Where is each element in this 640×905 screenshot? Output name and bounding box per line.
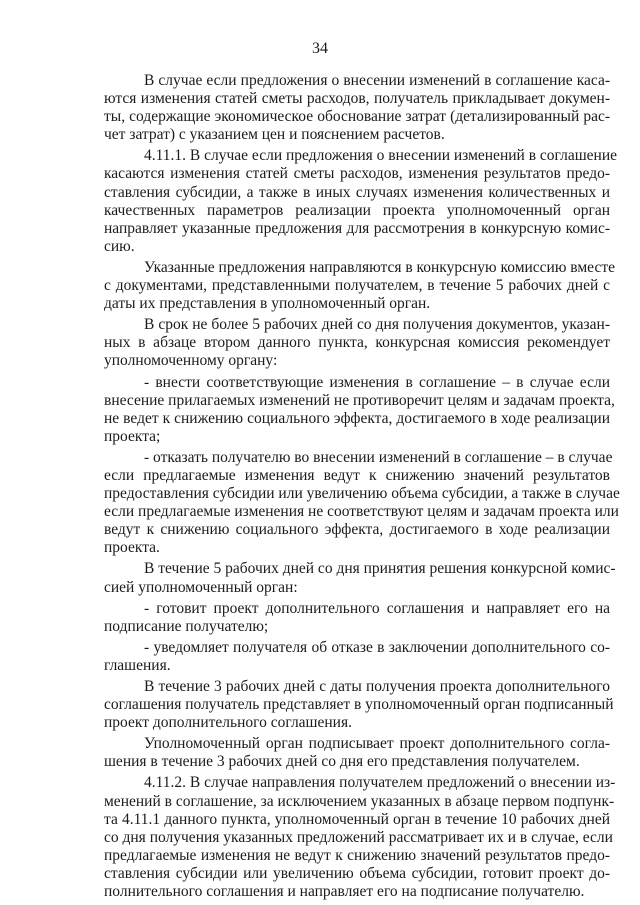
document-body bbox=[104, 72, 620, 904]
paragraph bbox=[104, 147, 617, 256]
text-line: если предлагаемые изменения ведут к снижению значений результатов bbox=[104, 466, 610, 484]
text-line: если предлагаемые изменения не соответствуют целям и задачам проекта или bbox=[104, 503, 619, 521]
text-line: проект дополнительного соглашения. bbox=[104, 714, 352, 732]
paragraph bbox=[104, 600, 610, 636]
text-line: сией уполномоченный орган: bbox=[104, 578, 298, 596]
text-line: не ведет к снижению социального эффекта, достигаемого в ходе реализации bbox=[104, 409, 610, 427]
text-line: ных в абзаце втором данного пункта, конкурсная комиссия рекомендует bbox=[104, 334, 610, 352]
text-line: менений в соглашение, за исключением указанных в абзаце первом подпунк- bbox=[104, 792, 615, 810]
text-line: проекта; bbox=[104, 427, 161, 445]
paragraph bbox=[104, 373, 615, 446]
text-line: Указанные предложения направляются в конкурсную комиссию вместе bbox=[144, 258, 615, 276]
text-line: чет затрат) с указанием цен и пояснением расчетов. bbox=[104, 126, 445, 144]
text-line: шения в течение 3 рабочих дней со дня его представления получателем. bbox=[104, 753, 580, 771]
text-line: та 4.11.1 данного пункта, уполномоченный орган в течение 10 рабочих дней bbox=[104, 810, 610, 828]
text-line: проекта. bbox=[104, 539, 160, 557]
text-line: ставления субсидии, а также в иных случаях изменения количественных и bbox=[104, 183, 610, 201]
text-line: качественных параметров реализации проекта уполномоченный орган bbox=[104, 201, 610, 219]
text-line: подписание получателю; bbox=[104, 617, 269, 635]
paragraph bbox=[104, 774, 616, 901]
text-line: глашения. bbox=[104, 656, 171, 674]
paragraph bbox=[104, 316, 610, 370]
text-line: сию. bbox=[104, 237, 135, 255]
paragraph bbox=[104, 72, 610, 144]
paragraph bbox=[104, 639, 610, 675]
text-line: - готовит проект дополнительного соглашения и направляет его на bbox=[144, 599, 610, 617]
text-line: ются изменения статей сметы расходов, получатель прикладывает докумен- bbox=[104, 90, 610, 108]
text-line: уполномоченному органу: bbox=[104, 352, 278, 370]
text-line: ведут к снижению социального эффекта, достигаемого в ходе реализации bbox=[104, 521, 610, 539]
paragraph bbox=[104, 678, 614, 732]
text-line: Уполномоченный орган подписывает проект дополнительного согла- bbox=[144, 735, 610, 753]
text-line: со дня получения указанных предложений рассматривает их и в случае, если bbox=[104, 828, 613, 846]
text-line: - отказать получателю во внесении изменений в соглашение – в случае bbox=[144, 448, 613, 466]
text-line: полнительного соглашения и направляет его на подписание получателю. bbox=[104, 883, 585, 901]
text-line: с документами, представленными получателем, в течение 5 рабочих дней с bbox=[104, 277, 610, 295]
paragraph bbox=[104, 448, 620, 558]
text-line: ставления субсидии или увеличению объема субсидии, готовит проект до- bbox=[104, 864, 610, 882]
paragraph bbox=[104, 258, 615, 313]
text-line: внесение прилагаемых изменений не противоречит целям и задачам проекта, bbox=[104, 391, 615, 409]
text-line: касаются изменения статей сметы расходов, изменения результатов предо- bbox=[104, 165, 610, 183]
text-line: В срок не более 5 рабочих дней со дня получения документов, указан- bbox=[144, 316, 610, 334]
paragraph bbox=[104, 735, 610, 771]
text-line: - уведомляет получателя об отказе в заключении дополнительного со- bbox=[144, 638, 610, 656]
paragraph bbox=[104, 560, 616, 596]
text-line: В течение 5 рабочих дней со дня принятия решения конкурсной комис- bbox=[144, 560, 616, 578]
text-line: предоставления субсидии или увеличению объема субсидии, а также в случае bbox=[104, 485, 620, 503]
text-line: 4.11.1. В случае если предложения о внесении изменений в соглашение bbox=[144, 147, 617, 165]
text-line: - внести соответствующие изменения в соглашение – в случае если bbox=[144, 373, 610, 391]
text-line: даты их представления в уполномоченный орган. bbox=[104, 295, 431, 313]
text-line: В течение 3 рабочих дней с даты получения проекта дополнительного bbox=[144, 678, 610, 695]
page-number: 34 bbox=[312, 40, 328, 57]
text-line: соглашения получатель представляет в уполномоченный орган подписанный bbox=[104, 696, 614, 714]
text-line: предлагаемые изменения не ведут к снижению значений результатов предо- bbox=[104, 846, 610, 864]
text-line: ты, содержащие экономическое обоснование затрат (детализированный рас- bbox=[104, 108, 610, 126]
text-line: направляет указанные предложения для рассмотрения в конкурсную комис- bbox=[104, 219, 610, 237]
text-line: 4.11.2. В случае направления получателем предложений о внесении из- bbox=[144, 774, 616, 792]
text-line: В случае если предложения о внесении изменений в соглашение каса- bbox=[144, 72, 610, 89]
